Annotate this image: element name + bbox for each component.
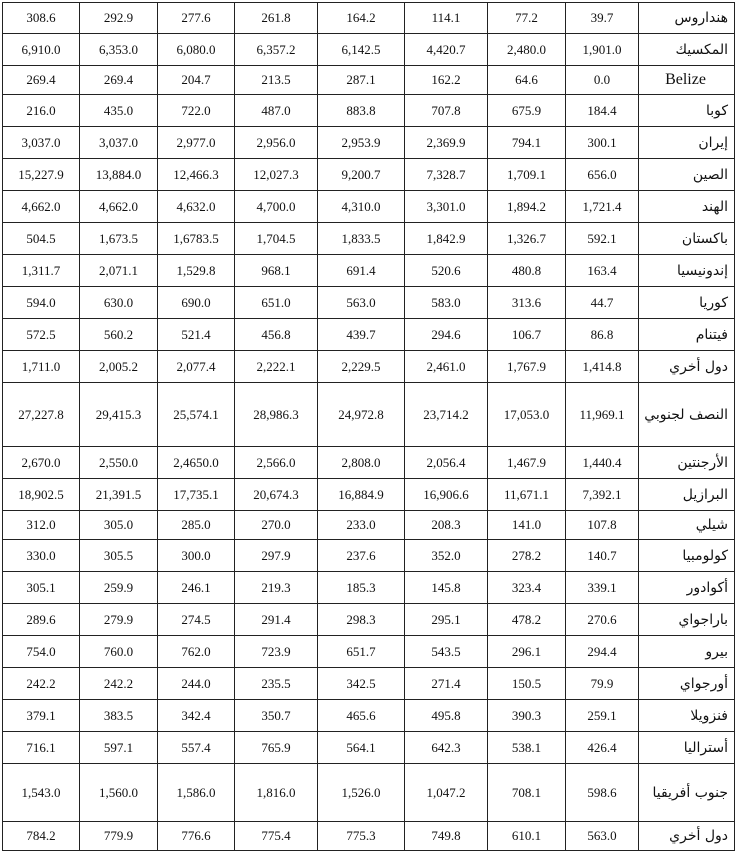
- table-row: [3, 383, 735, 447]
- country-cell: أورجواي: [639, 668, 735, 700]
- table-row: [3, 572, 735, 604]
- value-cell: 557.4: [158, 732, 235, 764]
- value-cell: 597.1: [80, 732, 158, 764]
- value-cell: 242.2: [3, 668, 80, 700]
- value-cell: 308.6: [3, 3, 80, 34]
- value-cell: 630.0: [80, 287, 158, 319]
- table-row: [3, 604, 735, 636]
- table-row: [3, 3, 735, 34]
- country-cell: الأرجنتين: [639, 447, 735, 479]
- value-cell: 1,704.5: [235, 223, 318, 255]
- value-cell: 716.1: [3, 732, 80, 764]
- value-cell: 21,391.5: [80, 479, 158, 511]
- table-row: [3, 447, 735, 479]
- value-cell: 25,574.1: [158, 383, 235, 447]
- value-cell: 651.0: [235, 287, 318, 319]
- table-row: [3, 34, 735, 66]
- value-cell: 6,910.0: [3, 34, 80, 66]
- value-cell: 305.1: [3, 572, 80, 604]
- value-cell: 2,005.2: [80, 351, 158, 383]
- value-cell: 4,700.0: [235, 191, 318, 223]
- value-cell: 1,529.8: [158, 255, 235, 287]
- value-cell: 722.0: [158, 95, 235, 127]
- table-row: [3, 668, 735, 700]
- value-cell: 12,027.3: [235, 159, 318, 191]
- country-cell: جنوب أفريقيا: [639, 764, 735, 822]
- value-cell: 300.1: [566, 127, 639, 159]
- value-cell: 784.2: [3, 822, 80, 851]
- value-cell: 185.3: [318, 572, 405, 604]
- value-cell: 610.1: [488, 822, 566, 851]
- value-cell: 560.2: [80, 319, 158, 351]
- value-cell: 495.8: [405, 700, 488, 732]
- value-cell: 760.0: [80, 636, 158, 668]
- value-cell: 297.9: [235, 540, 318, 572]
- value-cell: 543.5: [405, 636, 488, 668]
- value-cell: 259.9: [80, 572, 158, 604]
- table-row: [3, 732, 735, 764]
- value-cell: 2,953.9: [318, 127, 405, 159]
- value-cell: 0.0: [566, 66, 639, 95]
- value-cell: 79.9: [566, 668, 639, 700]
- value-cell: 598.6: [566, 764, 639, 822]
- value-cell: 2,461.0: [405, 351, 488, 383]
- table-row: [3, 287, 735, 319]
- country-cell: إندونيسيا: [639, 255, 735, 287]
- value-cell: 754.0: [3, 636, 80, 668]
- value-cell: 106.7: [488, 319, 566, 351]
- value-cell: 145.8: [405, 572, 488, 604]
- value-cell: 456.8: [235, 319, 318, 351]
- value-cell: 289.6: [3, 604, 80, 636]
- value-cell: 164.2: [318, 3, 405, 34]
- value-cell: 642.3: [405, 732, 488, 764]
- value-cell: 7,328.7: [405, 159, 488, 191]
- value-cell: 2,566.0: [235, 447, 318, 479]
- value-cell: 27,227.8: [3, 383, 80, 447]
- value-cell: 296.1: [488, 636, 566, 668]
- value-cell: 20,674.3: [235, 479, 318, 511]
- value-cell: 269.4: [80, 66, 158, 95]
- value-cell: 208.3: [405, 511, 488, 540]
- value-cell: 6,357.2: [235, 34, 318, 66]
- value-cell: 86.8: [566, 319, 639, 351]
- value-cell: 1,901.0: [566, 34, 639, 66]
- country-cell: أستراليا: [639, 732, 735, 764]
- value-cell: 2,808.0: [318, 447, 405, 479]
- value-cell: 651.7: [318, 636, 405, 668]
- value-cell: 233.0: [318, 511, 405, 540]
- value-cell: 2,222.1: [235, 351, 318, 383]
- value-cell: 342.5: [318, 668, 405, 700]
- value-cell: 968.1: [235, 255, 318, 287]
- value-cell: 323.4: [488, 572, 566, 604]
- value-cell: 277.6: [158, 3, 235, 34]
- value-cell: 18,902.5: [3, 479, 80, 511]
- value-cell: 298.3: [318, 604, 405, 636]
- value-cell: 12,466.3: [158, 159, 235, 191]
- value-cell: 439.7: [318, 319, 405, 351]
- value-cell: 17,053.0: [488, 383, 566, 447]
- value-cell: 269.4: [3, 66, 80, 95]
- value-cell: 204.7: [158, 66, 235, 95]
- value-cell: 1,311.7: [3, 255, 80, 287]
- table-body: [3, 3, 735, 851]
- value-cell: 1,326.7: [488, 223, 566, 255]
- data-table: [2, 2, 735, 851]
- value-cell: 1,894.2: [488, 191, 566, 223]
- value-cell: 3,037.0: [3, 127, 80, 159]
- value-cell: 350.7: [235, 700, 318, 732]
- value-cell: 39.7: [566, 3, 639, 34]
- value-cell: 708.1: [488, 764, 566, 822]
- table-row: [3, 511, 735, 540]
- value-cell: 675.9: [488, 95, 566, 127]
- value-cell: 77.2: [488, 3, 566, 34]
- value-cell: 270.0: [235, 511, 318, 540]
- value-cell: 6,353.0: [80, 34, 158, 66]
- value-cell: 29,415.3: [80, 383, 158, 447]
- value-cell: 294.6: [405, 319, 488, 351]
- value-cell: 1,721.4: [566, 191, 639, 223]
- value-cell: 3,301.0: [405, 191, 488, 223]
- country-cell: الهند: [639, 191, 735, 223]
- table-row: [3, 636, 735, 668]
- value-cell: 15,227.9: [3, 159, 80, 191]
- value-cell: 478.2: [488, 604, 566, 636]
- value-cell: 261.8: [235, 3, 318, 34]
- value-cell: 564.1: [318, 732, 405, 764]
- value-cell: 4,420.7: [405, 34, 488, 66]
- value-cell: 1,467.9: [488, 447, 566, 479]
- value-cell: 1,440.4: [566, 447, 639, 479]
- value-cell: 2,229.5: [318, 351, 405, 383]
- table-row: [3, 764, 735, 822]
- value-cell: 235.5: [235, 668, 318, 700]
- value-cell: 1,047.2: [405, 764, 488, 822]
- value-cell: 285.0: [158, 511, 235, 540]
- value-cell: 44.7: [566, 287, 639, 319]
- value-cell: 305.5: [80, 540, 158, 572]
- country-cell: كوريا: [639, 287, 735, 319]
- value-cell: 300.0: [158, 540, 235, 572]
- value-cell: 3,037.0: [80, 127, 158, 159]
- country-cell: فنزويلا: [639, 700, 735, 732]
- country-cell: بيرو: [639, 636, 735, 668]
- value-cell: 24,972.8: [318, 383, 405, 447]
- value-cell: 1,560.0: [80, 764, 158, 822]
- value-cell: 520.6: [405, 255, 488, 287]
- country-cell: باكستان: [639, 223, 735, 255]
- value-cell: 723.9: [235, 636, 318, 668]
- country-cell: فيتنام: [639, 319, 735, 351]
- value-cell: 330.0: [3, 540, 80, 572]
- value-cell: 278.2: [488, 540, 566, 572]
- value-cell: 107.8: [566, 511, 639, 540]
- value-cell: 64.6: [488, 66, 566, 95]
- value-cell: 563.0: [318, 287, 405, 319]
- value-cell: 2,071.1: [80, 255, 158, 287]
- table-row: [3, 479, 735, 511]
- value-cell: 184.4: [566, 95, 639, 127]
- value-cell: 883.8: [318, 95, 405, 127]
- value-cell: 765.9: [235, 732, 318, 764]
- value-cell: 342.4: [158, 700, 235, 732]
- value-cell: 295.1: [405, 604, 488, 636]
- value-cell: 242.2: [80, 668, 158, 700]
- table-row: [3, 351, 735, 383]
- value-cell: 563.0: [566, 822, 639, 851]
- value-cell: 271.4: [405, 668, 488, 700]
- value-cell: 6,080.0: [158, 34, 235, 66]
- country-cell: إيران: [639, 127, 735, 159]
- value-cell: 292.9: [80, 3, 158, 34]
- value-cell: 244.0: [158, 668, 235, 700]
- value-cell: 2,550.0: [80, 447, 158, 479]
- value-cell: 379.1: [3, 700, 80, 732]
- table-row: [3, 159, 735, 191]
- table-row: [3, 822, 735, 851]
- value-cell: 2,4650.0: [158, 447, 235, 479]
- country-cell: الصين: [639, 159, 735, 191]
- value-cell: 480.8: [488, 255, 566, 287]
- value-cell: 246.1: [158, 572, 235, 604]
- value-cell: 16,884.9: [318, 479, 405, 511]
- value-cell: 707.8: [405, 95, 488, 127]
- value-cell: 294.4: [566, 636, 639, 668]
- value-cell: 1,673.5: [80, 223, 158, 255]
- value-cell: 291.4: [235, 604, 318, 636]
- value-cell: 1,526.0: [318, 764, 405, 822]
- value-cell: 592.1: [566, 223, 639, 255]
- value-cell: 4,632.0: [158, 191, 235, 223]
- value-cell: 1,767.9: [488, 351, 566, 383]
- country-cell: دول أخري: [639, 351, 735, 383]
- value-cell: 1,414.8: [566, 351, 639, 383]
- country-cell: المكسيك: [639, 34, 735, 66]
- value-cell: 4,310.0: [318, 191, 405, 223]
- table-row: [3, 127, 735, 159]
- value-cell: 521.4: [158, 319, 235, 351]
- country-cell: باراجواي: [639, 604, 735, 636]
- value-cell: 162.2: [405, 66, 488, 95]
- value-cell: 7,392.1: [566, 479, 639, 511]
- value-cell: 28,986.3: [235, 383, 318, 447]
- value-cell: 572.5: [3, 319, 80, 351]
- value-cell: 352.0: [405, 540, 488, 572]
- value-cell: 426.4: [566, 732, 639, 764]
- table-row: [3, 66, 735, 95]
- value-cell: 2,977.0: [158, 127, 235, 159]
- value-cell: 163.4: [566, 255, 639, 287]
- value-cell: 583.0: [405, 287, 488, 319]
- value-cell: 219.3: [235, 572, 318, 604]
- value-cell: 259.1: [566, 700, 639, 732]
- table-row: [3, 255, 735, 287]
- value-cell: 1,816.0: [235, 764, 318, 822]
- table-row: [3, 95, 735, 127]
- country-cell: أكوادور: [639, 572, 735, 604]
- value-cell: 1,842.9: [405, 223, 488, 255]
- value-cell: 11,969.1: [566, 383, 639, 447]
- table-row: [3, 540, 735, 572]
- value-cell: 775.3: [318, 822, 405, 851]
- value-cell: 216.0: [3, 95, 80, 127]
- value-cell: 390.3: [488, 700, 566, 732]
- table-row: [3, 319, 735, 351]
- value-cell: 141.0: [488, 511, 566, 540]
- value-cell: 487.0: [235, 95, 318, 127]
- value-cell: 150.5: [488, 668, 566, 700]
- value-cell: 11,671.1: [488, 479, 566, 511]
- value-cell: 504.5: [3, 223, 80, 255]
- value-cell: 465.6: [318, 700, 405, 732]
- value-cell: 656.0: [566, 159, 639, 191]
- value-cell: 435.0: [80, 95, 158, 127]
- value-cell: 6,142.5: [318, 34, 405, 66]
- value-cell: 4,662.0: [3, 191, 80, 223]
- value-cell: 383.5: [80, 700, 158, 732]
- value-cell: 1,711.0: [3, 351, 80, 383]
- value-cell: 312.0: [3, 511, 80, 540]
- value-cell: 1,709.1: [488, 159, 566, 191]
- value-cell: 9,200.7: [318, 159, 405, 191]
- value-cell: 213.5: [235, 66, 318, 95]
- value-cell: 775.4: [235, 822, 318, 851]
- table-row: [3, 223, 735, 255]
- value-cell: 762.0: [158, 636, 235, 668]
- value-cell: 279.9: [80, 604, 158, 636]
- value-cell: 1,833.5: [318, 223, 405, 255]
- country-cell: شيلي: [639, 511, 735, 540]
- value-cell: 1,586.0: [158, 764, 235, 822]
- country-cell: هنداروس: [639, 3, 735, 34]
- value-cell: 13,884.0: [80, 159, 158, 191]
- value-cell: 691.4: [318, 255, 405, 287]
- value-cell: 2,056.4: [405, 447, 488, 479]
- value-cell: 779.9: [80, 822, 158, 851]
- value-cell: 2,956.0: [235, 127, 318, 159]
- value-cell: 23,714.2: [405, 383, 488, 447]
- value-cell: 776.6: [158, 822, 235, 851]
- country-cell: Belize: [639, 66, 735, 95]
- value-cell: 339.1: [566, 572, 639, 604]
- value-cell: 594.0: [3, 287, 80, 319]
- country-cell: كوبا: [639, 95, 735, 127]
- value-cell: 140.7: [566, 540, 639, 572]
- value-cell: 1,543.0: [3, 764, 80, 822]
- value-cell: 2,077.4: [158, 351, 235, 383]
- value-cell: 794.1: [488, 127, 566, 159]
- value-cell: 2,670.0: [3, 447, 80, 479]
- value-cell: 749.8: [405, 822, 488, 851]
- value-cell: 313.6: [488, 287, 566, 319]
- value-cell: 16,906.6: [405, 479, 488, 511]
- country-cell: كولومبيا: [639, 540, 735, 572]
- value-cell: 270.6: [566, 604, 639, 636]
- value-cell: 237.6: [318, 540, 405, 572]
- value-cell: 2,369.9: [405, 127, 488, 159]
- value-cell: 274.5: [158, 604, 235, 636]
- value-cell: 305.0: [80, 511, 158, 540]
- country-cell: النصف لجنوبي: [639, 383, 735, 447]
- country-cell: البرازيل: [639, 479, 735, 511]
- table-row: [3, 191, 735, 223]
- value-cell: 538.1: [488, 732, 566, 764]
- value-cell: 114.1: [405, 3, 488, 34]
- value-cell: 690.0: [158, 287, 235, 319]
- value-cell: 17,735.1: [158, 479, 235, 511]
- value-cell: 287.1: [318, 66, 405, 95]
- table-row: [3, 700, 735, 732]
- country-cell: دول أخري: [639, 822, 735, 851]
- value-cell: 1,6783.5: [158, 223, 235, 255]
- value-cell: 2,480.0: [488, 34, 566, 66]
- value-cell: 4,662.0: [80, 191, 158, 223]
